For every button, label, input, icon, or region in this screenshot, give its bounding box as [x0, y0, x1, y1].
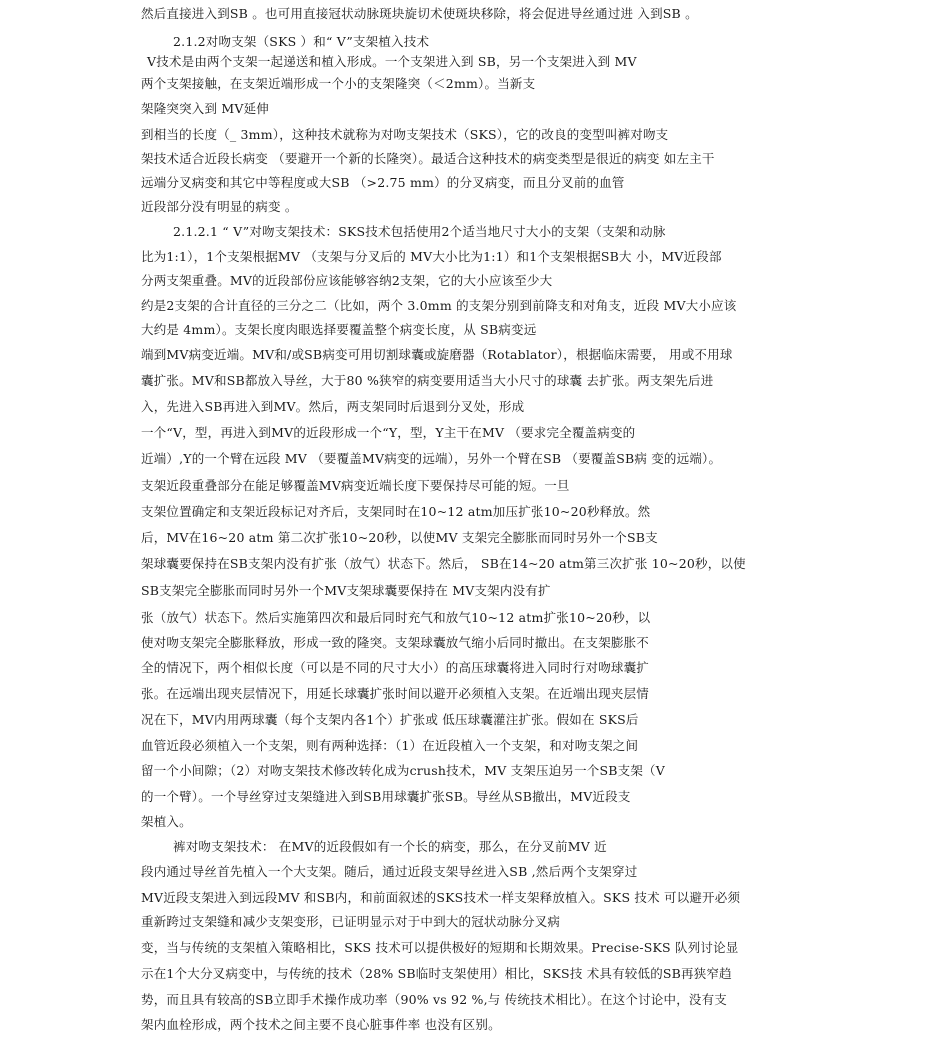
text-line: 然后直接进入到SB 。也可用直接冠状动脉斑块旋切术使斑块移除，将会促进导丝通过进 入到SB 。	[141, 6, 698, 21]
text-line: MV近段支架进入到远段MV 和SB内，和前面叙述的SKS技术一样支架释放植入。SKS 技术 可以避开必须	[141, 890, 741, 905]
text-line: 示在1个大分叉病变中，与传统的技术（28% SB临时支架使用）相比，SKS技 术具有较低的SB再狭窄趋	[141, 966, 732, 981]
text-line: 使对吻支架完全膨胀释放，形成一致的隆突。支架球囊放气缩小后同时撤出。在支架膨胀不	[141, 635, 650, 650]
text-line: 全的情况下，两个相似长度（可以是不同的尺寸大小）的高压球囊将进入同时行对吻球囊扩	[141, 660, 650, 675]
text-line: 架内血栓形成，两个技术之间主要不良心脏事件率 也没有区别。	[141, 1017, 501, 1032]
text-line: 约是2支架的合计直径的三分之二（比如，两个 3.0mm 的支架分别到前降支和对角支，近段 MV大小应该	[141, 298, 737, 313]
text-line: 近段部分没有明显的病变 。	[141, 199, 298, 214]
text-line: 支架位置确定和支架近段标记对齐后，支架同时在10~12 atm加压扩张10~20秒释放。然	[141, 504, 651, 519]
text-line: 架隆突突入到 MV延伸	[141, 101, 269, 116]
text-line: 大约是 4mm）。支架长度肉眼选择要覆盖整个病变长度，从 SB病变远	[141, 322, 537, 337]
text-line: 后，MV在16~20 atm 第二次扩张10~20秒，以使MV 支架完全膨胀而同时另外一个SB支	[141, 530, 658, 545]
text-line: 架植入。	[141, 814, 192, 829]
text-line: 比为1:1），1个支架根据MV （支架与分叉后的 MV大小比为1:1）和1个支架根据SB大 小，MV近段部	[141, 249, 722, 264]
text-line: 况在下，MV内用两球囊（每个支架内各1个）扩张或 低压球囊灌注扩张。假如在 SKS后	[141, 712, 639, 727]
text-line: 一个“V，型，再进入到MV的近段形成一个“Y，型，Y主干在MV （要求完全覆盖病变的	[141, 425, 636, 440]
text-line: 端到MV病变近端。MV和/或SB病变可用切割球囊或旋磨器（Rotablator），根据临床需要， 用或不用球	[141, 347, 733, 362]
text-line: 张。在远端出现夹层情况下，用延长球囊扩张时间以避开必须植入支架。在近端出现夹层情	[141, 686, 650, 701]
text-line: 变，当与传统的支架植入策略相比，SKS 技术可以提供极好的短期和长期效果。Precise-SKS 队列讨论显	[141, 940, 739, 955]
text-line: 张（放气）状态下。然后实施第四次和最后同时充气和放气10~12 atm扩张10~20秒，以	[141, 610, 651, 625]
text-line: SB支架完全膨胀而同时另外一个MV支架球囊要保持在 MV支架内没有扩	[141, 583, 551, 598]
text-line: 的一个臂）。一个导丝穿过支架缝进入到SB用球囊扩张SB。导丝从SB撤出，MV近段支	[141, 789, 631, 804]
text-line: 入，先进入SB再进入到MV。然后，两支架同时后退到分叉处，形成	[141, 399, 525, 414]
text-line: 留一个小间隙；（2）对吻支架技术修改转化成为crush技术，MV 支架压迫另一个SB支架（V	[141, 763, 665, 778]
section-heading: 2.1.2.1 “ V”对吻支架技术：SKS技术包括使用2个适当地尺寸大小的支架（支架和动脉	[173, 224, 666, 239]
text-line: 囊扩张。MV和SB都放入导丝，大于80 %狭窄的病变要用适当大小尺寸的球囊 去扩张。两支架先后进	[141, 373, 714, 388]
text-line: 支架近段重叠部分在能足够覆盖MV病变近端长度下要保持尽可能的短。一旦	[141, 478, 570, 493]
text-line: 段内通过导丝首先植入一个大支架。随后，通过近段支架导丝进入SB ,然后两个支架穿过	[141, 864, 638, 879]
text-line: 架技术适合近段长病变 （要避开一个新的长隆突）。最适合这种技术的病变类型是很近的病变 如左主干	[141, 151, 715, 166]
text-line: 架球囊要保持在SB支架内没有扩张（放气）状态下。然后， SB在14~20 atm第三次扩张 10~20秒，以使	[141, 556, 746, 571]
text-line: V技术是由两个支架一起递送和植入形成。一个支架进入到 SB，另一个支架进入到 MV	[147, 54, 637, 69]
text-line: 势，而且具有较高的SB立即手术操作成功率（90% vs 92 %,与 传统技术相比）。在这个讨论中，没有支	[141, 992, 728, 1007]
section-heading: 裤对吻支架技术： 在MV的近段假如有一个长的病变，那么，在分叉前MV 近	[173, 839, 607, 854]
section-heading: 2.1.2对吻支架（SKS ）和“ V”支架植入技术	[173, 34, 430, 49]
text-line: 重新跨过支架缝和减少支架变形，已证明显示对于中到大的冠状动脉分叉病	[141, 914, 561, 929]
text-line: 到相当的长度（_ 3mm），这种技术就称为对吻支架技术（SKS），它的改良的变型叫裤对吻支	[141, 127, 669, 142]
text-line: 血管近段必须植入一个支架，则有两种选择：（1）在近段植入一个支架，和对吻支架之间	[141, 738, 639, 753]
text-line: 两个支架接触，在支架近端形成一个小的支架隆突（＜2mm）。当新支	[141, 76, 536, 91]
text-line: 远端分叉病变和其它中等程度或大SB （>2.75 mm）的分叉病变，而且分叉前的血管	[141, 175, 625, 190]
text-line: 近端）,Y的一个臂在远段 MV （要覆盖MV病变的远端），另外一个臂在SB （要覆盖SB病 变的远端）。	[141, 451, 722, 466]
text-line: 分两支架重叠。MV的近段部份应该能够容纳2支架，它的大小应该至少大	[141, 273, 553, 288]
